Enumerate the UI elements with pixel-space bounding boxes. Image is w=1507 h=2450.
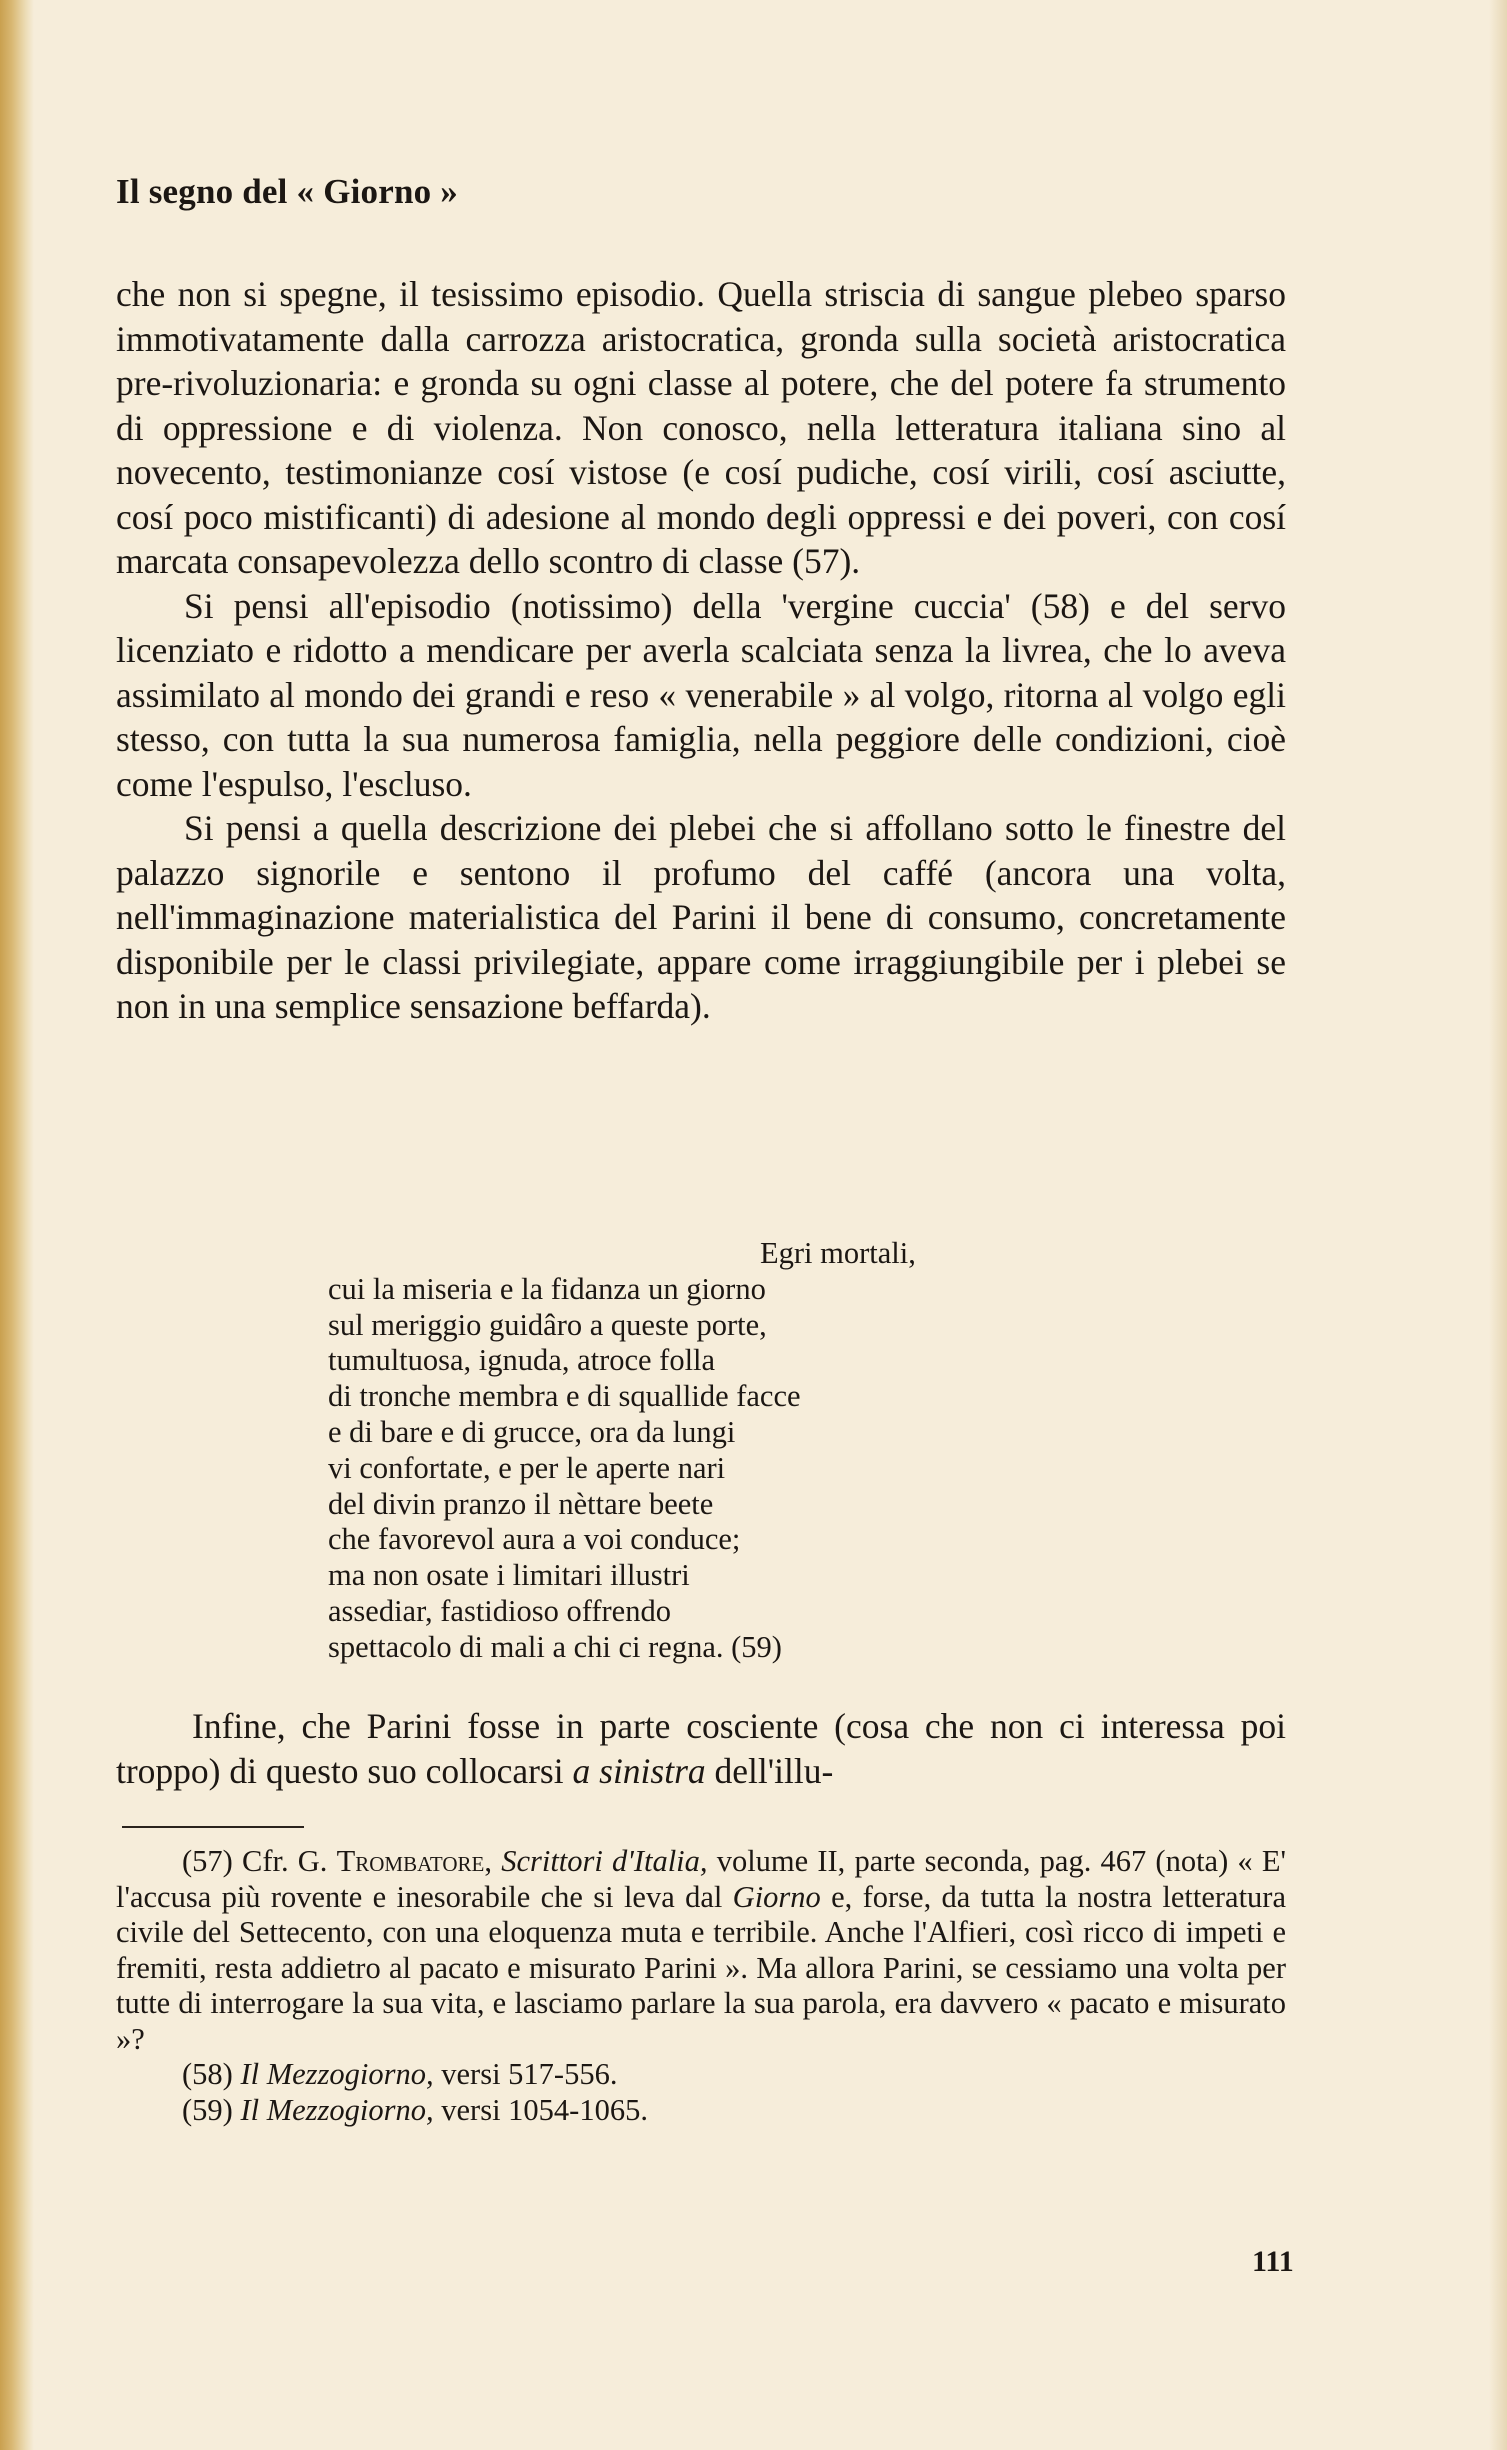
closing-emphasis: a sinistra — [572, 1751, 706, 1791]
closing-paragraph — [116, 1704, 1286, 1794]
footnote-57-text-b: e, forse, da tutta la nostra letteratura civile del Settecento, con una eloquenza muta e terribile. Anche l'Alfieri, così ricco di impeti e fremiti, resta addietro al pacato e misurato Parini ». Ma allora Parini, se cessiamo una volta per tutte di interrogare la sua vita, e lasciamo parlare la sua parola, era davvero « pacato e misurato »? — [116, 1879, 1286, 2056]
footnote-57-giorno: Giorno — [732, 1879, 821, 1914]
footnote-58 — [116, 2057, 1286, 2093]
footnote-59-marker: (59) — [182, 2092, 241, 2127]
footnote-57 — [116, 1844, 1286, 2057]
closing-text-start: Infine, che Parini fosse in parte cosciente (cosa che non ci interessa poi troppo) di questo suo collocarsi — [116, 1706, 1286, 1791]
verse-line: e di bare e di grucce, ora da lungi — [328, 1414, 736, 1449]
page-right-shade — [1489, 0, 1507, 2450]
footnotes — [116, 1844, 1286, 2128]
running-title: Il segno del « Giorno » — [116, 172, 458, 211]
verse-line: tumultuosa, ignuda, atroce folla — [328, 1343, 716, 1378]
verse-line: di tronche membra e di squallide facce — [328, 1379, 801, 1414]
paragraph-vergine-cuccia: Si pensi all'episodio (notissimo) della 'vergine cuccia' (58) e del servo licenziato e ridotto a mendicare per averla scalciata senza la livrea, che lo aveva assimilato al mondo dei grandi e reso « venerabile » al volgo, ritorna al volgo egli stesso, con tutta la sua numerosa famiglia, nella peggiore delle condizioni, cioè come l'espulso, l'escluso. — [116, 585, 1286, 804]
closing-text-end: dell'illu- — [705, 1751, 834, 1791]
verse-line: spettacolo di mali a chi ci regna. (59) — [328, 1629, 782, 1664]
footnote-58-marker: (58) — [182, 2057, 241, 2091]
page-edge-shadow — [0, 0, 34, 2450]
footnote-57-title: Scrittori d'Italia, — [501, 1844, 708, 1878]
verse-line: vi confortate, e per le aperte nari — [328, 1450, 726, 1485]
page-number: 111 — [1252, 2245, 1294, 2278]
paragraph-plebei: Si pensi a quella descrizione dei plebei che si affollano sotto le finestre del palazzo signorile e sentono il profumo del caffé (ancora una volta, nell'immaginazione materialistica del Parini il bene di consumo, concretamente disponibile per le classi privilegiate, appare come irraggiungibile per i plebei se non in una semplice sensazione beffarda). — [116, 808, 1286, 1026]
verse-quotation — [328, 1236, 1228, 1666]
verse-line: ma non osate i limitari illustri — [328, 1558, 690, 1593]
footnote-divider — [122, 1826, 304, 1828]
footnote-58-title: Il Mezzogiorno, — [240, 2057, 434, 2091]
footnote-59-title: Il Mezzogiorno, — [240, 2092, 434, 2127]
verse-line: assediar, fastidioso offrendo — [328, 1593, 671, 1628]
verse-line: Egri mortali, — [760, 1236, 916, 1270]
verse-line: sul meriggio guidâro a queste porte, — [328, 1307, 767, 1342]
footnote-57-marker: (57) Cfr. G. — [182, 1844, 337, 1878]
verse-line: cui la miseria e la fidanza un giorno — [328, 1271, 766, 1306]
footnote-57-author: Trombatore, — [336, 1844, 493, 1878]
footnote-58-verses: versi 517-556. — [433, 2057, 618, 2091]
verse-line: che favorevol aura a voi conduce; — [328, 1522, 741, 1557]
paragraph-continued: che non si spegne, il tesissimo episodio. Quella striscia di sangue plebeo sparso immotivatamente dalla carrozza aristocratica, gronda sulla società aristocratica pre-rivoluzionaria: e gronda su ogni classe al potere, che del potere fa strumento di oppressione e di violenza. Non conosco, nella letteratura italiana sino al novecento, testimonianze cosí vistose (e cosí pudiche, cosí virili, cosí asciutte, cosí poco mistificanti) di adesione al mondo degli oppressi e dei poveri, con cosí marcata consapevolezza dello scontro di classe (57). — [116, 274, 1286, 581]
verse-line: del divin pranzo il nèttare beete — [328, 1486, 714, 1521]
footnote-59-verses: versi 1054-1065. — [433, 2092, 648, 2127]
main-text — [116, 272, 1286, 1029]
footnote-57-text-a: volume II, parte seconda, pag. 467 (nota) « E' l'accusa più rovente e inesorabile che si leva dal — [116, 1844, 1286, 1914]
footnote-59 — [116, 2093, 1286, 2129]
